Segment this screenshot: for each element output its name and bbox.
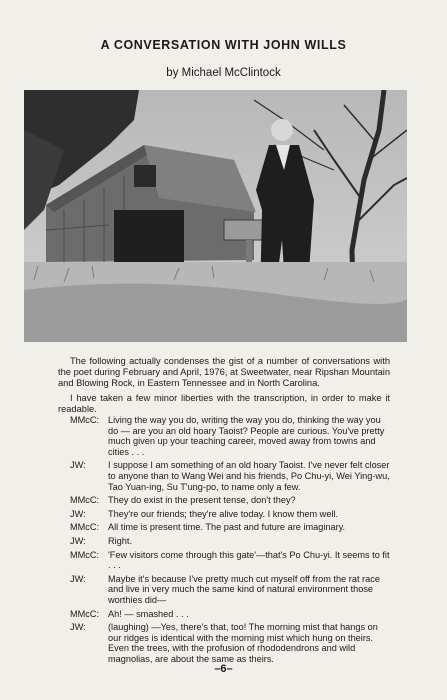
- dialogue-turn: [70, 609, 392, 620]
- dialogue-text: (laughing) —Yes, there's that, too! The morning mist that hangs on our ridges is identical with the morning mist which hung on theirs. Even the trees, with the profusion of rhododendrons and wild magnolias, are about the same as theirs.: [108, 622, 378, 664]
- page-number: –6–: [214, 663, 233, 675]
- dialogue-turn: [70, 536, 392, 547]
- intro-paragraph: I have taken a few minor liberties with the transcription, in order to make it readable.: [58, 393, 390, 414]
- dialogue-text: Ah! — smashed . . .: [108, 608, 189, 619]
- dialogue-turn: [70, 495, 392, 506]
- dialogue-text: 'Few visitors come through this gate'—that's Po Chu-yi. It seems to fit . . .: [108, 549, 390, 571]
- article-title: A CONVERSATION WITH JOHN WILLS: [100, 38, 347, 52]
- dialogue-turn: [70, 460, 392, 492]
- dialogue-turn: [70, 550, 392, 571]
- intro-paragraph: The following actually condenses the gist of a number of conversations with the poet during February and April, 1976, at Sweetwater, near Ripshan Mountain and Blowing Rock, in Eastern Tennessee and in North Carolina.: [58, 356, 390, 388]
- dialogue-turn: [70, 574, 392, 606]
- speaker-label: MMcC:: [70, 495, 100, 506]
- interview-dialogue: [70, 415, 392, 667]
- dialogue-text: They're our friends; they're alive today. I know them well.: [108, 508, 339, 519]
- dialogue-text: All time is present time. The past and future are imaginary.: [108, 522, 346, 533]
- photo-illustration: [24, 90, 407, 342]
- article-photo: [24, 90, 407, 342]
- dialogue-text: Right.: [108, 535, 133, 546]
- speaker-label: MMcC:: [70, 415, 100, 425]
- dialogue-text: I suppose I am something of an old hoary Taoist. I've never felt closer to anyone than to Wang Wei and his friends, Po Chu-yi, Wei Ying-wu, Tao Yuan-ing, Su T'ung-po, to name only a few.: [108, 460, 390, 492]
- dialogue-text: Living the way you do, writing the way you do, thinking the way you do — are you an old hoary Taoist? People are curious. You've pretty much given up your teaching career, moved away from towns and cities . . .: [108, 415, 385, 457]
- speaker-label: JW:: [70, 508, 86, 519]
- speaker-label: JW:: [70, 535, 86, 546]
- speaker-label: MMcC:: [70, 549, 100, 560]
- dialogue-text: They do exist in the present tense, don't they?: [108, 495, 296, 506]
- introduction: [58, 356, 390, 419]
- speaker-label: MMcC:: [70, 522, 100, 533]
- speaker-label: JW:: [70, 460, 86, 471]
- speaker-label: JW:: [70, 573, 86, 584]
- speaker-label: MMcC:: [70, 608, 100, 619]
- dialogue-text: Maybe it's because I've pretty much cut myself off from the rat race and live in very much the same kind of natural environment those worthies did—: [108, 573, 380, 605]
- dialogue-turn: [70, 622, 392, 664]
- dialogue-turn: [70, 522, 392, 533]
- author-byline: by Michael McClintock: [166, 67, 281, 79]
- dialogue-turn: [70, 415, 392, 457]
- speaker-label: JW:: [70, 622, 86, 633]
- dialogue-turn: [70, 509, 392, 520]
